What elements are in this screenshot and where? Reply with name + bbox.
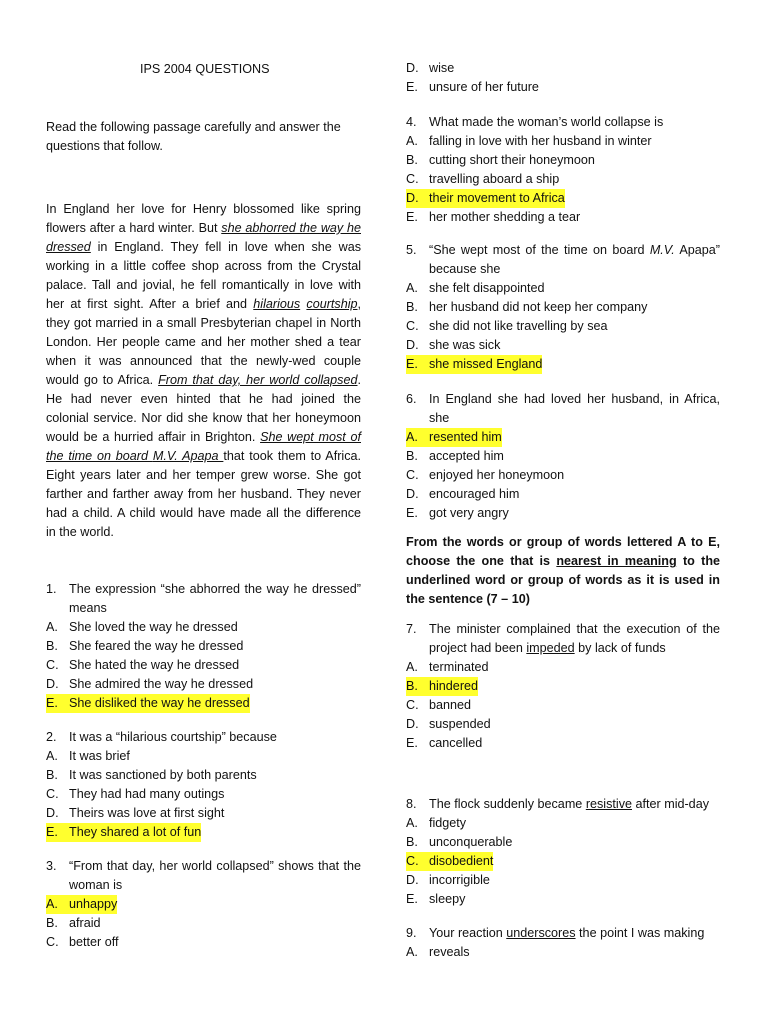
option-letter: C. [406,468,419,482]
question-stem [406,241,720,279]
option-text: her mother shedding a tear [429,210,581,224]
option-letter: E. [406,80,418,94]
target-word: underscores [506,926,576,940]
question-number: 7. [406,622,417,636]
option-letter: B. [406,449,418,463]
option-letter: B. [406,835,418,849]
question-number: 9. [406,926,417,940]
question-6 [406,390,720,523]
option-text: She feared the way he dressed [69,639,244,653]
option-a[interactable] [46,747,361,766]
question-stem [46,857,361,895]
option-b[interactable] [406,833,720,852]
option-letter: E. [406,210,418,224]
option-letter: D. [406,487,419,501]
option-e[interactable] [406,78,720,97]
option-letter: A. [406,281,418,295]
option-a[interactable] [406,132,720,151]
option-a-highlighted[interactable] [46,895,117,914]
question-text [429,924,720,943]
question-3 [46,857,361,952]
option-text: She disliked the way he dressed [69,694,250,713]
question-text-part: “She wept most of the time on board [429,243,650,257]
question-text: “From that day, her world collapsed” shows that the woman is [69,859,361,892]
question-text-part: The flock suddenly became [429,797,586,811]
passage [46,200,361,542]
question-number: 3. [46,859,57,873]
question-9 [406,924,720,962]
underlined-phrase: She wept most of the time on board [46,430,361,463]
option-text: cutting short their honeymoon [429,153,595,167]
question-text: It was a “hilarious courtship” because [69,730,277,744]
option-letter: D. [46,677,59,691]
option-letter: D. [406,189,429,208]
instructions: Read the following passage carefully and answer the questions that follow. [46,120,341,153]
option-letter: B. [406,300,418,314]
option-letter: A. [406,816,418,830]
option-letter: E. [406,892,418,906]
option-text: hindered [429,677,478,696]
option-letter: D. [406,717,419,731]
option-b[interactable] [406,151,720,170]
option-a[interactable] [406,279,720,298]
question-text: In England she had loved her husband, in Africa, she [429,392,720,425]
question-stem [46,728,361,747]
option-letter: E. [406,736,418,750]
option-letter: A. [406,945,418,959]
question-stem [406,620,720,658]
option-text: travelling aboard a ship [429,172,560,186]
question-text-part: by lack of funds [574,641,666,655]
option-d[interactable] [406,59,720,78]
question-text [429,795,720,814]
option-d[interactable] [46,804,361,823]
option-e-highlighted[interactable] [46,823,201,842]
question-number: 1. [46,582,57,596]
option-text: enjoyed her honeymoon [429,468,565,482]
option-text: cancelled [429,736,483,750]
ship-name-italic: M.V. [649,243,675,257]
option-letter: E. [406,355,429,374]
underlined-word: courtship [306,297,358,311]
option-c[interactable] [46,656,361,675]
option-letter: C. [46,935,59,949]
option-letter: A. [46,895,69,914]
option-text: It was sanctioned by both parents [69,768,257,782]
underlined-phrase: M.V. Apapa [152,449,224,463]
question-8 [406,795,720,909]
option-text: got very angry [429,506,509,520]
option-text: she did not like travelling by sea [429,319,608,333]
option-letter: A. [406,660,418,674]
option-d[interactable] [406,336,720,355]
option-c[interactable] [406,317,720,336]
option-letter: D. [46,806,59,820]
question-stem [406,390,720,428]
passage-text: that took them to Africa. Eight years later and her temper grew worse. She got farther and farther away from her husband. They never had a child. A child would have made all the difference in the world. [46,449,361,539]
option-b-highlighted[interactable] [406,677,478,696]
question-4 [406,113,720,227]
option-text: Theirs was love at first sight [69,806,225,820]
option-b[interactable] [406,298,720,317]
option-text: unsure of her future [429,80,539,94]
underlined-phrase: From that day, her world collapsed [158,373,358,387]
option-letter: E. [406,506,418,520]
target-word: resistive [585,797,632,811]
option-b[interactable] [406,447,720,466]
question-1 [46,580,361,713]
option-text: She hated the way he dressed [69,658,240,672]
option-letter: A. [46,620,58,634]
option-e-highlighted[interactable] [46,694,250,713]
option-c[interactable] [406,466,720,485]
target-word: impeded [526,641,575,655]
option-text: incorrigible [429,873,490,887]
option-letter: C. [46,787,59,801]
section-instruction [406,533,720,609]
option-b[interactable] [46,637,361,656]
question-text: What made the woman’s world collapse is [429,115,664,129]
passage-text: . He had never even hinted that he had joined the colonial service. Nor did she know that her honeymoon would be a hurried affair in Brighton. [46,373,361,444]
option-text: terminated [429,660,489,674]
option-letter: E. [46,823,69,842]
question-text-part: Apapa” because she [429,243,720,276]
option-text: banned [429,698,472,712]
option-a[interactable] [406,814,720,833]
option-letter: C. [406,172,419,186]
question-text [429,241,720,279]
question-number: 2. [46,730,57,744]
option-letter: B. [46,768,58,782]
option-text: their movement to Africa [429,189,565,208]
option-text: disobedient [429,852,493,871]
option-letter: A. [46,749,58,763]
option-c[interactable] [406,170,720,189]
question-text-part: after mid-day [632,797,709,811]
option-text: she was sick [429,338,501,352]
question-text-part: Your reaction [429,926,507,940]
option-a[interactable] [406,943,720,962]
option-letter: B. [406,153,418,167]
option-text: accepted him [429,449,504,463]
option-text: resented him [429,428,502,447]
option-text: sleepy [429,892,466,906]
question-5 [406,241,720,374]
instruction-text: From the words or group of words lettered A to E, choose the one that is [406,535,720,568]
option-c[interactable] [46,933,361,952]
option-e[interactable] [406,208,720,227]
question-text: The expression “she abhorred the way he dressed” means [69,582,361,615]
question-stem [46,580,361,618]
question-stem [406,924,720,943]
option-e[interactable] [406,504,720,523]
option-text: She admired the way he dressed [69,677,254,691]
option-a[interactable] [46,618,361,637]
option-d[interactable] [46,675,361,694]
option-letter: B. [46,639,58,653]
option-text: It was brief [69,749,130,763]
question-text [429,620,720,658]
option-e-highlighted[interactable] [406,355,542,374]
passage-text: , they got married in a small Presbyterian chapel in North London. Her people came and her mother shed a tear when it was announced that the newly-wed couple would go to Africa. [46,297,362,387]
option-a[interactable] [406,658,720,677]
question-2 [46,728,361,842]
option-text: unhappy [69,895,117,914]
underlined-phrase: nearest in meaning [556,554,677,568]
option-text: suspended [429,717,491,731]
option-text: afraid [69,916,101,930]
option-letter: D. [406,61,419,75]
option-letter: D. [406,873,419,887]
option-letter: A. [406,428,429,447]
option-text: better off [69,935,119,949]
option-text: falling in love with her husband in winter [429,134,652,148]
instruction-text: to the underlined word or group of words as it is used in the sentence (7 – 10) [406,554,721,606]
option-text: encouraged him [429,487,520,501]
option-d[interactable] [406,871,720,890]
question-number: 5. [406,243,417,257]
question-number: 6. [406,392,417,406]
option-c-highlighted[interactable] [406,852,493,871]
question-number: 8. [406,797,417,811]
option-letter: D. [406,338,419,352]
option-d[interactable] [406,715,720,734]
option-text: They shared a lot of fun [69,823,201,842]
question-7 [406,620,720,753]
option-text: she missed England [429,355,542,374]
option-b[interactable] [46,914,361,933]
question-number: 4. [406,115,417,129]
option-text: fidgety [429,816,467,830]
passage-text: In England her love for Henry blossomed like spring flowers after a hard winter. But [46,202,361,235]
option-e[interactable] [406,890,720,909]
option-text: They had had many outings [69,787,225,801]
option-text: reveals [429,945,470,959]
question-stem [406,795,720,814]
underlined-word: hilarious [253,297,301,311]
option-text: she felt disappointed [429,281,545,295]
underlined-phrase: she abhorred the way he dressed [46,221,361,254]
passage-text: in England. They fell in love when she was working in a little coffee shop across from the Crystal palace. Tall and jovial, he fell romantically in love with her at first sight. After a brief and [46,240,361,311]
question-text-part: the point I was making [575,926,705,940]
option-letter: C. [406,319,419,333]
option-text: her husband did not keep her company [429,300,648,314]
option-d[interactable] [406,485,720,504]
option-b[interactable] [46,766,361,785]
option-d-highlighted[interactable] [406,189,565,208]
question-3-continued [406,59,720,97]
option-a-highlighted[interactable] [406,428,502,447]
option-e[interactable] [406,734,720,753]
option-letter: A. [406,134,418,148]
option-letter: C. [46,658,59,672]
option-letter: E. [46,694,69,713]
option-text: unconquerable [429,835,513,849]
option-letter: C. [406,698,419,712]
option-letter: C. [406,852,429,871]
option-letter: B. [46,916,58,930]
question-text-part: The minister complained that the execution of the project had been [429,622,720,655]
page-title: IPS 2004 QUESTIONS [140,62,270,76]
option-text: She loved the way he dressed [69,620,238,634]
question-stem [406,113,720,132]
option-letter: B. [406,677,429,696]
option-c[interactable] [46,785,361,804]
option-c[interactable] [406,696,720,715]
option-text: wise [429,61,455,75]
